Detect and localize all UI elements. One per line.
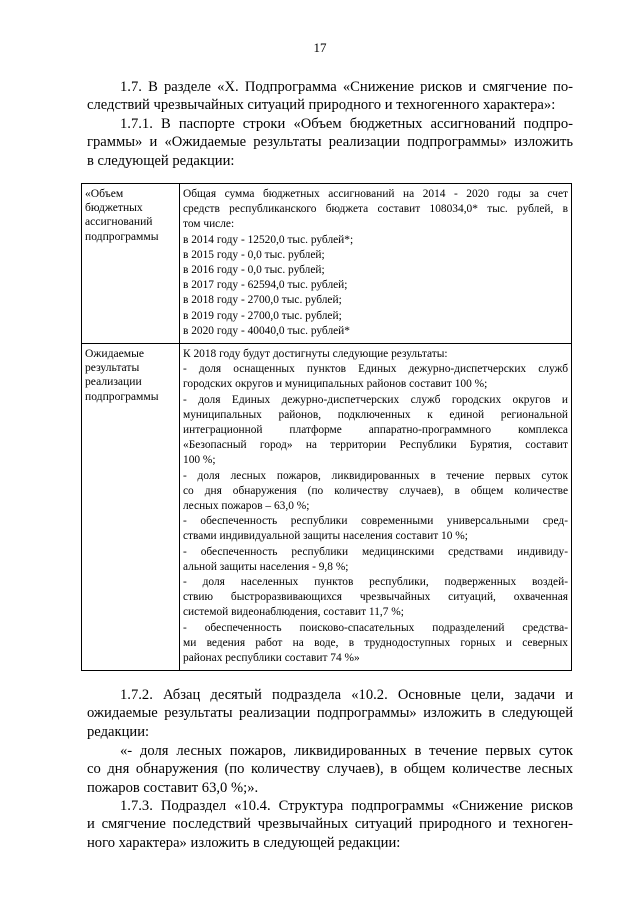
paragraph-line: ного характера» изложить в следующей редакции: (87, 834, 401, 851)
paragraph-line: 1.7.1. В паспорте строки «Объем бюджетных ассигнований подпро- (120, 116, 573, 132)
content-line: - доля населенных пунктов республики, подверженных воздей- (183, 576, 568, 589)
paragraph-line: со дня обнаружения (по количеству случаев), в общем количестве лесных (87, 761, 573, 778)
content-line: том числе: (183, 218, 235, 231)
content-line: системой видеонаблюдения, составит 11,7 %; (183, 606, 404, 619)
paragraph-section-1-7-2 (87, 686, 573, 741)
content-line: ми ведения работ на воде, в труднодоступных горных и северных (183, 636, 568, 649)
content-line: - обеспеченность поисково-спасательных подразделений средства- (183, 621, 568, 634)
paragraph-line: «- доля лесных пожаров, ликвидированных в течение первых суток (120, 743, 573, 759)
content-line: «Безопасный город» на территории Республики Бурятия, составит (183, 439, 568, 452)
budget-content-cell (180, 184, 572, 344)
paragraph-line: 1.7.2. Абзац десятый подраздела «10.2. Основные цели, задачи и (120, 687, 573, 703)
paragraph-line: и смягчение последствий чрезвычайных ситуаций природного и техноген- (87, 816, 573, 833)
paragraph-line: следствий чрезвычайных ситуаций природного и техногенного характера»: (87, 97, 556, 114)
content-line: в 2017 году - 62594,0 тыс. рублей; (183, 279, 348, 292)
paragraph-line: редакции: (87, 723, 150, 740)
content-line: в 2018 году - 2700,0 тыс. рублей; (183, 294, 342, 307)
label-line: подпрограммы (85, 389, 159, 403)
content-line: в 2015 году - 0,0 тыс. рублей; (183, 248, 325, 261)
content-line: районах республики составит 74 %» (183, 652, 360, 665)
content-line: ствами индивидуальной защиты населения составит 10 %; (183, 530, 468, 543)
content-line: - доля лесных пожаров, ликвидированных в течение первых суток (183, 469, 568, 482)
content-line: муниципальных районов, подключенных к единой региональной (183, 408, 568, 421)
content-line: К 2018 году будут достигнуты следующие результаты: (183, 348, 448, 361)
passport-table (81, 183, 572, 671)
budget-label-cell (82, 184, 180, 344)
label-line: подпрограммы (85, 229, 159, 243)
label-line: реализации (85, 375, 142, 389)
content-line: в 2020 году - 40040,0 тыс. рублей* (183, 324, 350, 337)
paragraph-quote (87, 742, 573, 797)
content-line: ствию быстроразвивающихся чрезвычайных ситуаций, охваченная (183, 591, 568, 604)
content-line: лесных пожаров – 63,0 %; (183, 500, 310, 513)
page-number: 17 (313, 40, 327, 55)
label-line: Ожидаемые (85, 347, 145, 361)
content-line: - обеспеченность республики медицинскими средствами индивиду- (183, 545, 568, 558)
content-line: в 2016 году - 0,0 тыс. рублей; (183, 264, 325, 277)
paragraph-section-1-7 (87, 78, 573, 115)
label-line: бюджетных (85, 201, 143, 215)
content-line: средств республиканского бюджета составит 108034,0* тыс. рублей, в (183, 203, 568, 216)
table-row-results (82, 344, 572, 671)
paragraph-section-1-7-3 (87, 797, 573, 852)
content-line: - обеспеченность республики современными универсальными сред- (183, 515, 568, 528)
content-line: в 2014 году - 12520,0 тыс. рублей*; (183, 233, 354, 246)
content-line: в 2019 году - 2700,0 тыс. рублей; (183, 309, 342, 322)
paragraph-line: ожидаемые результаты реализации подпрограммы» изложить в следующей (87, 705, 573, 722)
results-label-cell (82, 344, 180, 671)
label-line: ассигнований (85, 215, 153, 229)
content-line: 100 %; (183, 454, 216, 467)
content-line: - доля оснащенных пунктов Единых дежурно-диспетчерских служб (183, 363, 568, 376)
content-line: со дня обнаружения (по количеству случаев), в общем количестве (183, 484, 568, 497)
paragraph-line: пожаров составит 63,0 %;». (87, 779, 259, 796)
paragraph-line: 1.7.3. Подраздел «10.4. Структура подпрограммы «Снижение рисков (120, 798, 573, 814)
content-line: интеграционной платформе аппаратно-программного комплекса (183, 424, 568, 437)
content-line: городских округов и муниципальных районов составит 100 %; (183, 378, 488, 391)
paragraph-line: 1.7. В разделе «X. Подпрограмма «Снижение рисков и смягчение по- (120, 79, 573, 95)
table-row-budget (82, 184, 572, 344)
paragraph-line: граммы» и «Ожидаемые результаты реализации подпрограммы» изложить (87, 134, 573, 151)
paragraph-section-1-7-1 (87, 115, 573, 170)
content-line: альной защиты населения - 9,8 %; (183, 560, 349, 573)
label-line: «Объем (85, 187, 124, 200)
label-line: результаты (85, 361, 140, 375)
content-line: - доля Единых дежурно-диспетчерских служб городских округов и (183, 393, 568, 406)
content-line: Общая сумма бюджетных ассигнований на 2014 - 2020 годы за счет (183, 188, 568, 200)
results-content-cell (180, 344, 572, 671)
paragraph-line: в следующей редакции: (87, 152, 235, 169)
